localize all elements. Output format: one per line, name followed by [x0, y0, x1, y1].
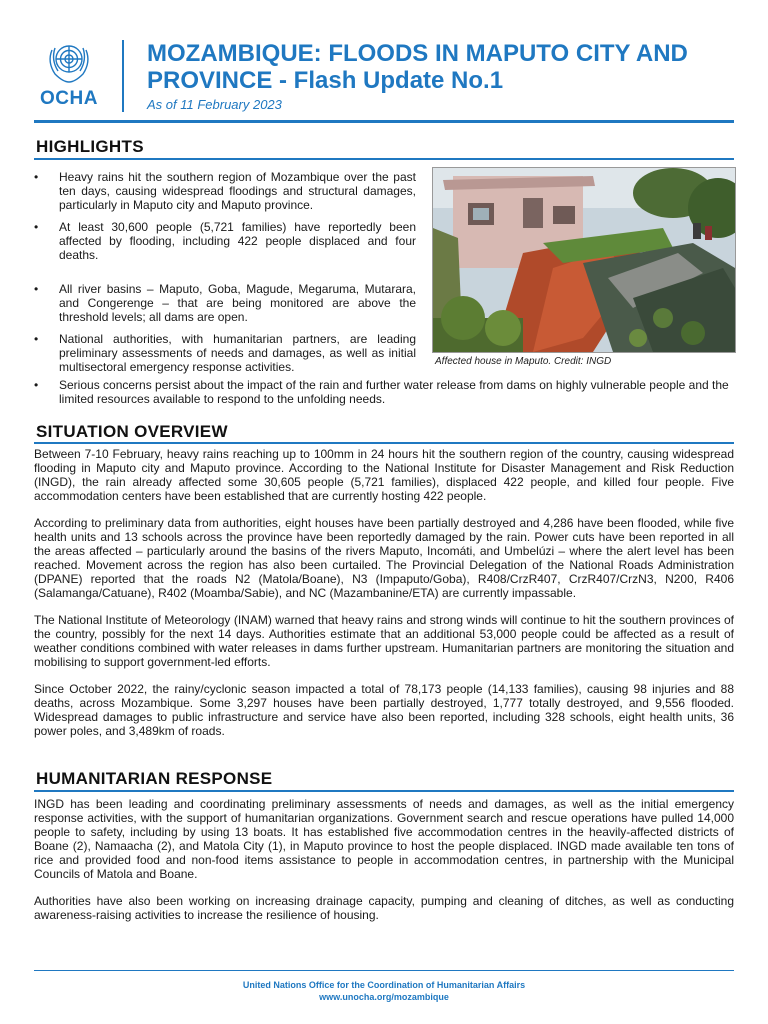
title-line-1: MOZAMBIQUE: FLOODS IN MAPUTO CITY AND — [147, 40, 688, 67]
situation-paragraph: Since October 2022, the rainy/cyclonic season impacted a total of 78,173 people (14,133 families), causing 98 injuries and 88 deaths, across Mozambique. Some 3,297 houses have been partially destroyed, 1,777 totally destroyed, and 9,556 flooded. Widespread damages to public infrastructure and service have also been reported, including 328 schools, eight health units, 36 power poles, and 3,489km of roads. — [34, 682, 734, 738]
flood-photo — [432, 167, 736, 353]
header-divider — [122, 40, 124, 112]
response-body — [34, 797, 734, 935]
response-rule — [34, 790, 734, 792]
situation-heading-wrap — [36, 422, 228, 442]
highlight-item: • National authorities, with humanitarian partners, are leading preliminary assessments of needs and damages, as well as initial multisectoral emergency response activities. — [34, 332, 416, 374]
report-date: As of 11 February 2023 — [147, 97, 282, 112]
response-paragraph: INGD has been leading and coordinating preliminary assessments of needs and damages, as well as the initial emergency response activities, with the support of humanitarian organizations. Government search and rescue operations have pulled 14,000 people to safety, including by using 13 boats. It has established five accommodation centres in the heavily-affected districts of Boane (2), Namaacha (2), and Matola City (1), in Maputo province to host the people displaced. INGD made available ten tons of rice and provided food and non-food items assistance to people in accommodation centres, in partnership with the Municipal Councils of Matola and Boane. — [34, 797, 734, 881]
page-footer — [0, 979, 768, 1003]
highlights-heading-wrap — [36, 137, 144, 157]
header-rule — [34, 120, 734, 123]
footer-org: United Nations Office for the Coordination of Humanitarian Affairs — [242, 980, 526, 990]
page-header — [0, 0, 768, 120]
highlights-list — [34, 170, 416, 382]
highlight-item: • At least 30,600 people (5,721 families) have reportedly been affected by flooding, including 422 people displaced and four deaths. — [34, 220, 416, 262]
situation-body — [34, 447, 734, 751]
page-title — [147, 40, 747, 94]
highlights-rule — [34, 158, 734, 160]
situation-paragraph: According to preliminary data from authorities, eight houses have been partially destroyed and 4,286 have been flooded, while five health units and 13 schools across the province have been reportedly damaged by the rain. Power cuts have been reported in all the areas affected – particularly around the basins of the rivers Maputo, Incomáti, and Umbelúzi – where the alert level has been reached. Movement across the region has also been curtailed. The Provincial Delegation of the National Roads Administration (DPANE) reported that the roads N2 (Matola/Boane), N3 (Impaputo/Goba), R408/CrzR407, CrzR407/CrzN3, N200, R406 (Salamanga/Catuane), R402 (Moamba/Sabie), and NC (Mazambanine/ETA) are currently impassable. — [34, 516, 734, 600]
title-line-2: PROVINCE - Flash Update No.1 — [147, 67, 504, 94]
response-heading: HUMANITARIAN RESPONSE — [36, 769, 273, 788]
highlight-wide — [34, 378, 734, 414]
situation-rule — [34, 442, 734, 444]
highlight-item: • Heavy rains hit the southern region of Mozambique over the past ten days, causing widespread floodings and structural damages, particularly in Maputo city and Maputo province. — [34, 170, 416, 212]
highlight-item: • Serious concerns persist about the impact of the rain and further water release from dams on highly vulnerable people and the limited resources available to respond to the unfolding needs. — [34, 378, 734, 406]
ocha-logo — [34, 38, 104, 110]
photo-caption: Affected house in Maputo. Credit: INGD — [435, 356, 612, 367]
ocha-wordmark: OCHA — [40, 88, 98, 109]
response-paragraph: Authorities have also been working on increasing drainage capacity, pumping and cleaning of ditches, as well as conducting awareness-raising activities to increase the resilience of housing. — [34, 894, 734, 922]
un-emblem-icon — [43, 38, 95, 86]
affected-house-image — [433, 168, 735, 352]
response-heading-wrap — [36, 769, 272, 789]
footer-url[interactable]: www.unocha.org/mozambique — [319, 992, 449, 1002]
situation-heading: SITUATION OVERVIEW — [36, 422, 228, 441]
highlight-item: • All river basins – Maputo, Goba, Magude, Megaruma, Mutarara, and Congerenge – that are being monitored are above the threshold levels; all dams are open. — [34, 282, 416, 324]
situation-paragraph: The National Institute of Meteorology (INAM) warned that heavy rains and strong winds will continue to hit the southern provinces of the country, possibly for the next 14 days. Authorities estimate that an additional 53,000 people could be affected as a result of weather conditions combined with water releases in dams further upstream. Humanitarian partners are monitoring the situation and mobilising to support government-led efforts. — [34, 613, 734, 669]
footer-rule — [34, 970, 734, 971]
highlights-heading: HIGHLIGHTS — [36, 137, 144, 156]
situation-paragraph: Between 7-10 February, heavy rains reaching up to 100mm in 24 hours hit the southern region of the country, causing widespread flooding in Maputo city and Maputo province. According to the National Institute for Disaster Management and Risk Reduction (INGD), the rain already affected some 30,605 people (5,721 families), displaced 422 people, and killed four people. Five accommodation centers have been established that are currently hosting 422 people. — [34, 447, 734, 503]
